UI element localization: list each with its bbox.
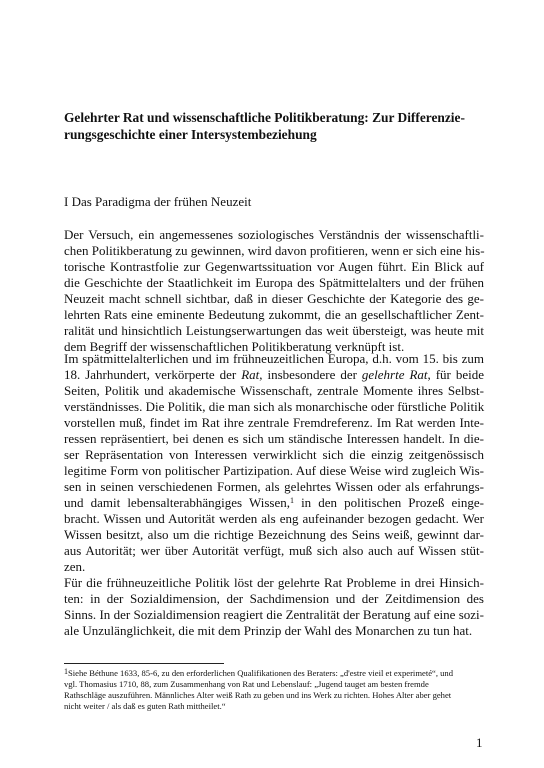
footnote-line: nicht weiter / als daß es guten Rath mittheilet.“ <box>64 701 226 711</box>
paragraph-2 <box>64 351 484 575</box>
text-line: ten: in der Sozialdimension, der Sachdimension und der Zeitdimension des <box>64 591 484 606</box>
text-line: legitime Form von politischer Partizipation. Auf diese Weise wird zugleich Wis- <box>64 463 484 478</box>
text-line <box>64 495 484 511</box>
footnote <box>64 668 486 712</box>
text-fragment: und damit lebensalterabhängiges Wissen, <box>64 495 290 510</box>
emphasis-rat: Rat <box>241 367 260 382</box>
text-fragment: , für beide <box>427 367 484 382</box>
text-line: dem Begriff der wissenschaftlichen Politikberatung verknüpft ist. <box>64 339 405 354</box>
text-line: die Geschichte der Staatlichkeit im Europa des Spätmittelalters und der frühen <box>64 275 484 290</box>
text-line: Neuzeit macht schnell sichtbar, daß in dieser Geschichte der Kategorie des ge- <box>64 291 484 306</box>
text-line: verständnisses. Die Politik, die man sich als monarchische oder fürstliche Politik <box>64 399 485 414</box>
footnote-number: 1 <box>64 667 68 676</box>
text-line: ser Repräsentation von Interessen verwirklicht sich die einzig zeitgenössisch <box>64 447 484 462</box>
text-line: Der Versuch, ein angemessenes soziologisches Verständnis der wissenschaftli- <box>64 227 484 242</box>
text-line: vorstellen muß, findet im Rat ihre zentrale Fremdreferenz. Im Rat werden Inte- <box>64 415 484 430</box>
text-line: Sinns. In der Sozialdimension reagiert die Zentralität der Beratung auf eine sozi- <box>64 607 484 622</box>
text-fragment: in den politischen Prozeß einge- <box>293 495 484 510</box>
title-line: Gelehrter Rat und wissenschaftliche Politikberatung: Zur Differenzie- <box>64 110 465 125</box>
paper-title <box>64 109 484 143</box>
text-line: Wissen besitzt, also um die richtige Bezeichnung des Seins weiß, gewinnt dar- <box>64 527 484 542</box>
footnote-line: vgl. Thomasius 1710, 88, zum Zusammenhang von Rat und Lebenslauf: „Jugend tauget am besten fremde <box>64 679 429 689</box>
footnote-marker: 1 <box>289 496 294 505</box>
text-line <box>64 367 484 383</box>
text-line: sen in seinen verschiedenen Formen, als gelehrtes Wissen oder als erfahrungs- <box>64 479 484 494</box>
text-line: ralität und hinsichtlich Leistungserwartungen das weit übersteigt, was heute mit <box>64 323 484 338</box>
footnote-line <box>64 668 486 679</box>
text-line: aus Autorität; wer über Autorität verfügt, muß sich also auch auf Wissen stüt- <box>64 543 484 558</box>
page-number: 1 <box>476 735 483 750</box>
text-line: bracht. Wissen und Autorität werden als eng aufeinander bezogen gedacht. Wer <box>64 511 484 526</box>
footnote-divider <box>64 663 224 664</box>
text-line: ale Unzulänglichkeit, die mit dem Prinzip der Wahl des Monarchen zu tun hat. <box>64 623 473 638</box>
text-fragment: , insbesondere der <box>259 367 362 382</box>
text-line: chen Politikberatung zu gewinnen, wird davon profitieren, wenn er sich eine his- <box>64 243 485 258</box>
title-line: rungsgeschichte einer Intersystembeziehung <box>64 127 317 142</box>
text-line: torische Kontrastfolie zur Gegenwartssituation vor Augen führt. Ein Blick auf <box>64 259 484 274</box>
text-line: Im spätmittelalterlichen und im frühneuzeitlichen Europa, d.h. vom 15. bis zum <box>64 351 484 366</box>
text-fragment: 18. Jahrhundert, verkörperte der <box>64 367 242 382</box>
paragraph-3 <box>64 575 484 639</box>
footnote-line: Rathschläge auszuführen. Männliches Alter weiß Rath zu geben und ins Werk zu richten. Hohes Alter aber gehet <box>64 690 452 700</box>
emphasis-gelehrte-rat: gelehrte Rat <box>361 367 428 382</box>
text-fragment: Siehe Béthune 1633, 85-6, zu den erforderlichen Qualifikationen des Beraters: „d'estre vieil et experimeté“, und <box>68 668 454 678</box>
text-line: ressen repräsentiert, bei denen es sich um ständische Interessen handelt. In die- <box>64 431 484 446</box>
text-line: zen. <box>64 559 86 574</box>
text-line: lehrten Rats eine eminente Bedeutung zukommt, die an gesellschaftlicher Zent- <box>64 307 484 322</box>
paragraph-1 <box>64 227 484 355</box>
section-heading: I Das Paradigma der frühen Neuzeit <box>64 194 252 209</box>
text-line: Seiten, Politik und akademische Wissenschaft, zentrale Momente ihres Selbst- <box>64 383 484 398</box>
text-line: Für die frühneuzeitliche Politik löst der gelehrte Rat Probleme in drei Hinsich- <box>64 575 484 590</box>
